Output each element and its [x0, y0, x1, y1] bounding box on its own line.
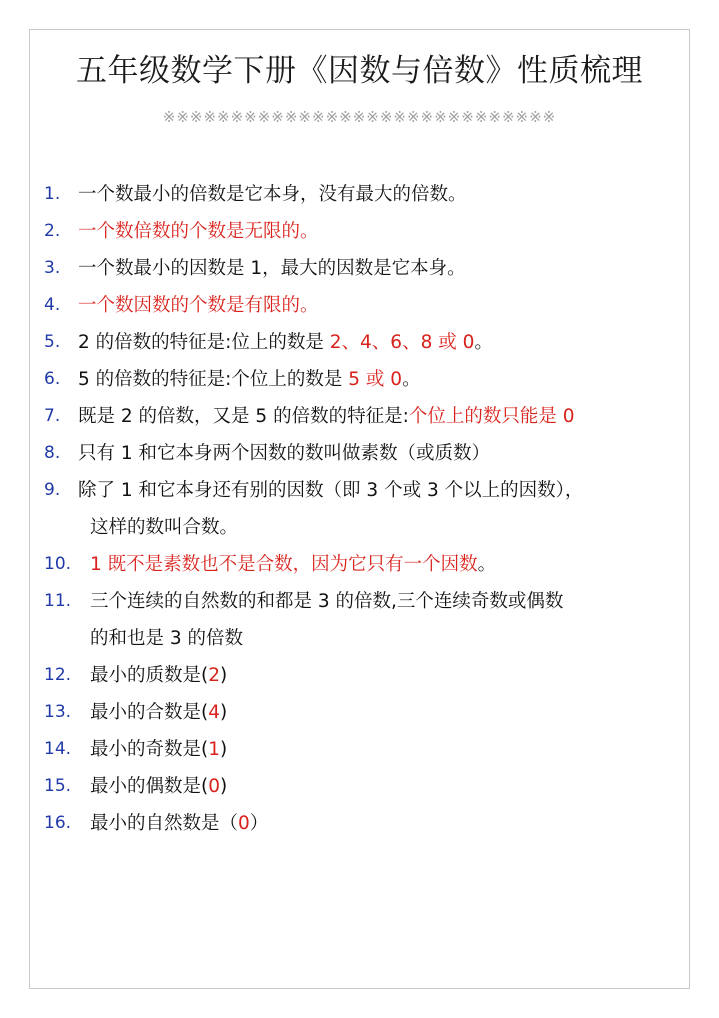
list-item	[44, 324, 684, 361]
item-text-part: 最小的自然数是（	[90, 813, 239, 834]
item-text: 一个数倍数的个数是无限的。	[78, 221, 319, 242]
item-number: 9.	[44, 480, 61, 500]
document-title: 五年级数学下册《因数与倍数》性质梳理	[76, 53, 643, 89]
item-text-part: )	[220, 739, 228, 760]
item-number: 8.	[44, 443, 61, 463]
item-text-part: 。	[474, 332, 493, 353]
item-number: 4.	[44, 295, 61, 315]
item-highlight: 0	[208, 776, 220, 797]
item-text-part: 。	[402, 369, 421, 390]
item-number: 5.	[44, 332, 61, 352]
list-item	[44, 287, 684, 324]
item-number: 7.	[44, 406, 61, 426]
item-highlight: 2	[208, 665, 220, 686]
item-number: 6.	[44, 369, 61, 389]
list-item	[44, 546, 684, 583]
item-number: 13.	[44, 702, 72, 722]
item-number: 16.	[44, 813, 72, 833]
item-text	[78, 324, 684, 361]
item-highlight: 0	[238, 813, 250, 834]
item-highlight: 个位上的数只能是 0	[408, 406, 575, 427]
item-text: 一个数最小的倍数是它本身，没有最大的倍数。	[78, 184, 467, 205]
item-text: 只有 1 和它本身两个因数的数叫做素数（或质数）	[78, 443, 491, 464]
item-text	[90, 731, 684, 768]
list-item	[44, 213, 684, 250]
item-text-part: 2 的倍数的特征是:位上的数是	[78, 332, 330, 353]
item-text-part: 最小的偶数是(	[90, 776, 209, 797]
item-text	[90, 805, 684, 842]
item-text-part: 最小的奇数是(	[90, 739, 209, 760]
item-highlight: 4	[208, 702, 220, 723]
item-text-part: ）	[249, 813, 269, 834]
list-item	[44, 694, 684, 731]
item-text-continuation: 的和也是 3 的倍数	[90, 628, 244, 649]
list-item	[44, 435, 684, 472]
list-item	[44, 250, 684, 287]
item-number: 12.	[44, 665, 72, 685]
list-item	[44, 583, 684, 657]
list-item	[44, 472, 684, 546]
item-number: 14.	[44, 739, 72, 759]
item-text-part: )	[220, 776, 228, 797]
item-text-part: 既是 2 的倍数，又是 5 的倍数的特征是:	[78, 406, 409, 427]
item-highlight: 5 或 0	[348, 369, 403, 390]
item-text	[90, 694, 684, 731]
item-text: 一个数因数的个数是有限的。	[78, 295, 319, 316]
item-text-part: )	[220, 665, 228, 686]
list-item	[44, 657, 684, 694]
item-text	[78, 398, 684, 435]
decorative-divider: ※※※※※※※※※※※※※※※※※※※※※※※※※※※※※	[162, 108, 557, 126]
item-number: 11.	[44, 591, 72, 611]
list-item	[44, 361, 684, 398]
item-text-continuation: 这样的数叫合数。	[90, 517, 239, 538]
item-text	[90, 657, 684, 694]
list-item	[44, 398, 684, 435]
item-highlight: 1 既不是素数也不是合数，因为它只有一个因数	[90, 554, 478, 575]
item-text: 三个连续的自然数的和都是 3 的倍数,三个连续奇数或偶数	[90, 591, 564, 612]
property-list	[44, 176, 684, 842]
item-text-part: 。	[477, 554, 497, 575]
item-number: 3.	[44, 258, 61, 278]
item-text: 一个数最小的因数是 1，最大的因数是它本身。	[78, 258, 466, 279]
item-text: 除了 1 和它本身还有别的因数（即 3 个或 3 个以上的因数），	[78, 480, 584, 501]
item-text-part: )	[220, 702, 228, 723]
item-text-part: 最小的质数是(	[90, 665, 209, 686]
item-number: 1.	[44, 184, 61, 204]
item-text	[78, 361, 684, 398]
list-item	[44, 805, 684, 842]
item-text-part: 最小的合数是(	[90, 702, 209, 723]
item-text-part: 5 的倍数的特征是:个位上的数是	[78, 369, 349, 390]
item-number: 15.	[44, 776, 72, 796]
item-text	[90, 768, 684, 805]
item-number: 10.	[44, 554, 72, 574]
list-item	[44, 768, 684, 805]
list-item	[44, 176, 684, 213]
item-highlight: 1	[208, 739, 220, 760]
item-text	[90, 546, 684, 583]
list-item	[44, 731, 684, 768]
item-highlight: 2、4、6、8 或 0	[329, 332, 475, 353]
item-number: 2.	[44, 221, 61, 241]
